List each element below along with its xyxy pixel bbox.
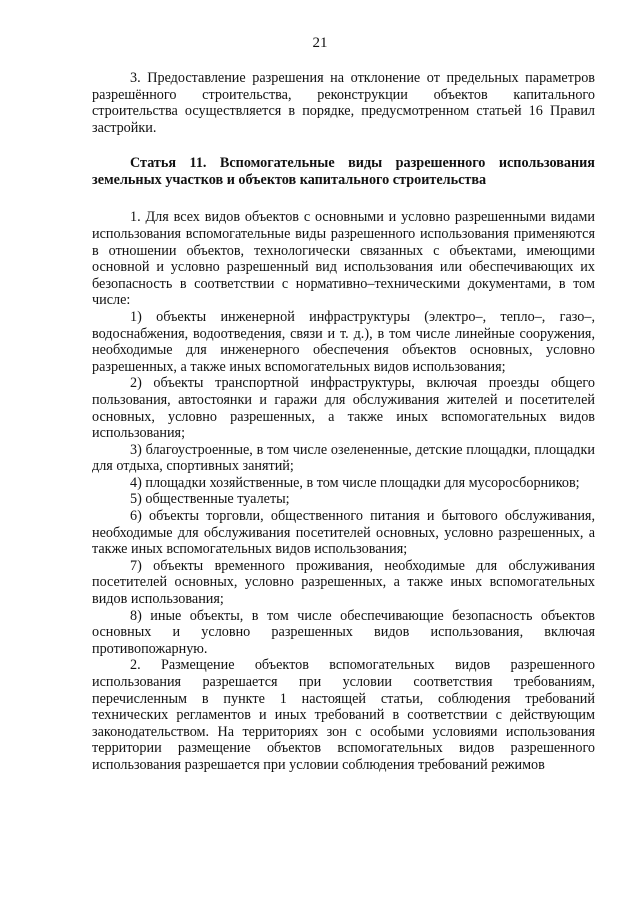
article-heading: Статья 11. Вспомогательные виды разрешенного использования земельных участков и объектов капитального строительства: [92, 155, 595, 189]
list-item-2: 2) объекты транспортной инфраструктуры, включая проезды общего пользования, автостоянки и гаражи для обслуживания жителей и посетителей основных, условно разрешенных, а также иных вспомогательных видов использования;: [92, 375, 595, 442]
list-item-5: 5) общественные туалеты;: [130, 491, 290, 508]
list-item-4: 4) площадки хозяйственные, в том числе площадки для мусоросборников;: [130, 474, 580, 491]
paragraph-clause-2: 2. Размещение объектов вспомогательных видов разрешенного использования разрешается при условии соответствия требованиям, перечисленным в пункте 1 настоящей статьи, соблюдения требований технических регламентов и иных требований в соответствии с действующим законодательством. На территориях зон с особыми условиями использования территории размещение объектов вспомогательных видов разрешенного использования разрешается при условии соблюдения требований режимов: [92, 657, 595, 773]
list-item-3: 3) благоустроенные, в том числе озелененные, детские площадки, площадки для отдыха, спортивных занятий;: [92, 441, 595, 475]
list-item-6: 6) объекты торговли, общественного питания и бытового обслуживания, необходимые для обслуживания посетителей основных, условно разрешенных, а также иных вспомогательных видов использования;: [92, 508, 595, 558]
list-item-7: 7) объекты временного проживания, необходимые для обслуживания посетителей основных, условно разрешенных, а также иных вспомогательных видов использования;: [92, 557, 595, 608]
page-content: [92, 70, 595, 774]
page-number: 21: [312, 35, 328, 51]
paragraph-item-3: 3. Предоставление разрешения на отклонение от предельных параметров разрешённого строительства, реконструкции объектов капитального строительства осуществляется в порядке, предусмотренном статьей 16 Правил застройки.: [92, 70, 595, 136]
list-item-8: 8) иные объекты, в том числе обеспечивающие безопасность объектов основных и условно разрешенных видов использования, включая противопожарную.: [92, 607, 595, 657]
list-item-1: 1) объекты инженерной инфраструктуры (электро–, тепло–, газо–, водоснабжения, водоотведения, связи и т. д.), в том числе линейные сооружения, необходимые для инженерного обеспечения объектов основных, условно разрешенных, а также иных вспомогательных видов использования;: [92, 308, 595, 375]
paragraph-clause-1: 1. Для всех видов объектов с основными и условно разрешенными видами использования вспомогательные виды разрешенного использования применяются в отношении объектов, технологически связанных с объектами, имеющими основной и условно разрешенный вид использования или обеспечивающих их безопасность в соответствии с нормативно–техническими документами, в том числе:: [92, 209, 595, 309]
